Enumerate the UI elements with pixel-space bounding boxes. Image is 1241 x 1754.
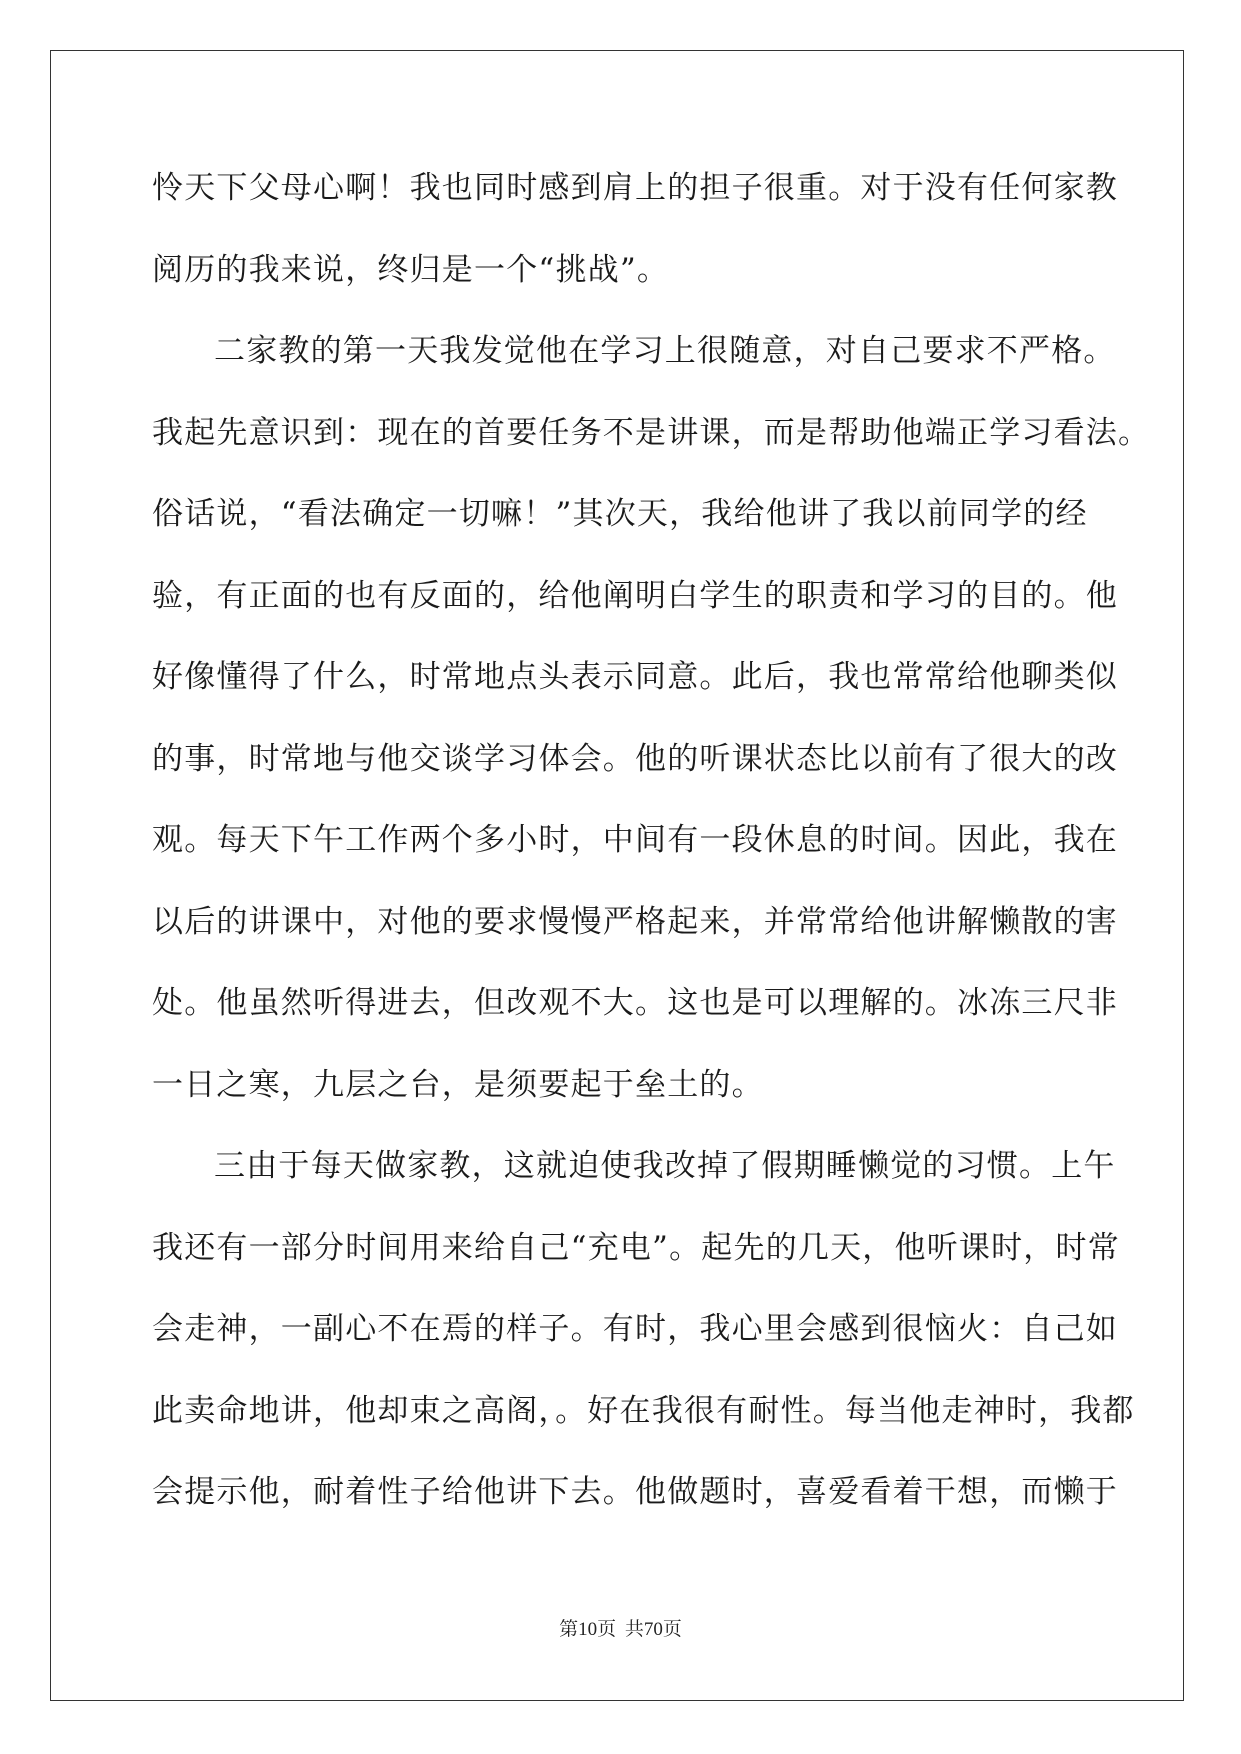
text-line: 我起先意识到：现在的首要任务不是讲课，而是帮助他端正学习看法。 <box>152 414 1151 451</box>
document-body <box>152 160 1151 1546</box>
page-number: 第10页 <box>559 1619 617 1640</box>
text-line: 处。他虽然听得进去，但改观不大。这也是可以理解的。冰冻三尺非 <box>152 985 1118 1021</box>
text-line: 会提示他，耐着性子给他讲下去。他做题时，喜爱看着干想，而懒于 <box>152 1474 1118 1510</box>
text-line: 此卖命地讲，他却束之高阁，。好在我很有耐性。每当他走神时，我都 <box>152 1392 1135 1429</box>
text-line: 一日之寒，九层之台，是须要起于垒土的。 <box>152 1066 764 1103</box>
page-total: 共70页 <box>624 1619 682 1640</box>
text-line: 好像懂得了什么，时常地点头表示同意。此后，我也常常给他聊类似 <box>152 659 1118 695</box>
text-line: 俗话说，“看法确定一切嘛！”其次天，我给他讲了我以前同学的经 <box>152 496 1088 532</box>
text-line: 怜天下父母心啊！我也同时感到肩上的担子很重。对于没有任何家教 <box>152 170 1118 206</box>
text-line: 会走神，一副心不在焉的样子。有时，我心里会感到很恼火：自己如 <box>152 1311 1118 1347</box>
text-line: 二家教的第一天我发觉他在学习上很随意，对自己要求不严格。 <box>214 333 1116 369</box>
text-line: 以后的讲课中，对他的要求慢慢严格起来，并常常给他讲解懒散的害 <box>152 903 1118 940</box>
text-line: 我还有一部分时间用来给自己“充电”。起先的几天，他听课时，时常 <box>152 1229 1120 1266</box>
text-line: 三由于每天做家教，这就迫使我改掉了假期睡懒觉的习惯。上午 <box>214 1148 1116 1184</box>
text-line: 阅历的我来说，终归是一个“挑战”。 <box>152 251 670 288</box>
text-line: 的事，时常地与他交谈学习体会。他的听课状态比以前有了很大的改 <box>152 740 1118 777</box>
page-footer <box>0 1614 1241 1641</box>
text-line: 验，有正面的也有反面的，给他阐明白学生的职责和学习的目的。他 <box>152 577 1118 614</box>
text-line: 观。每天下午工作两个多小时，中间有一段休息的时间。因此，我在 <box>152 822 1118 858</box>
